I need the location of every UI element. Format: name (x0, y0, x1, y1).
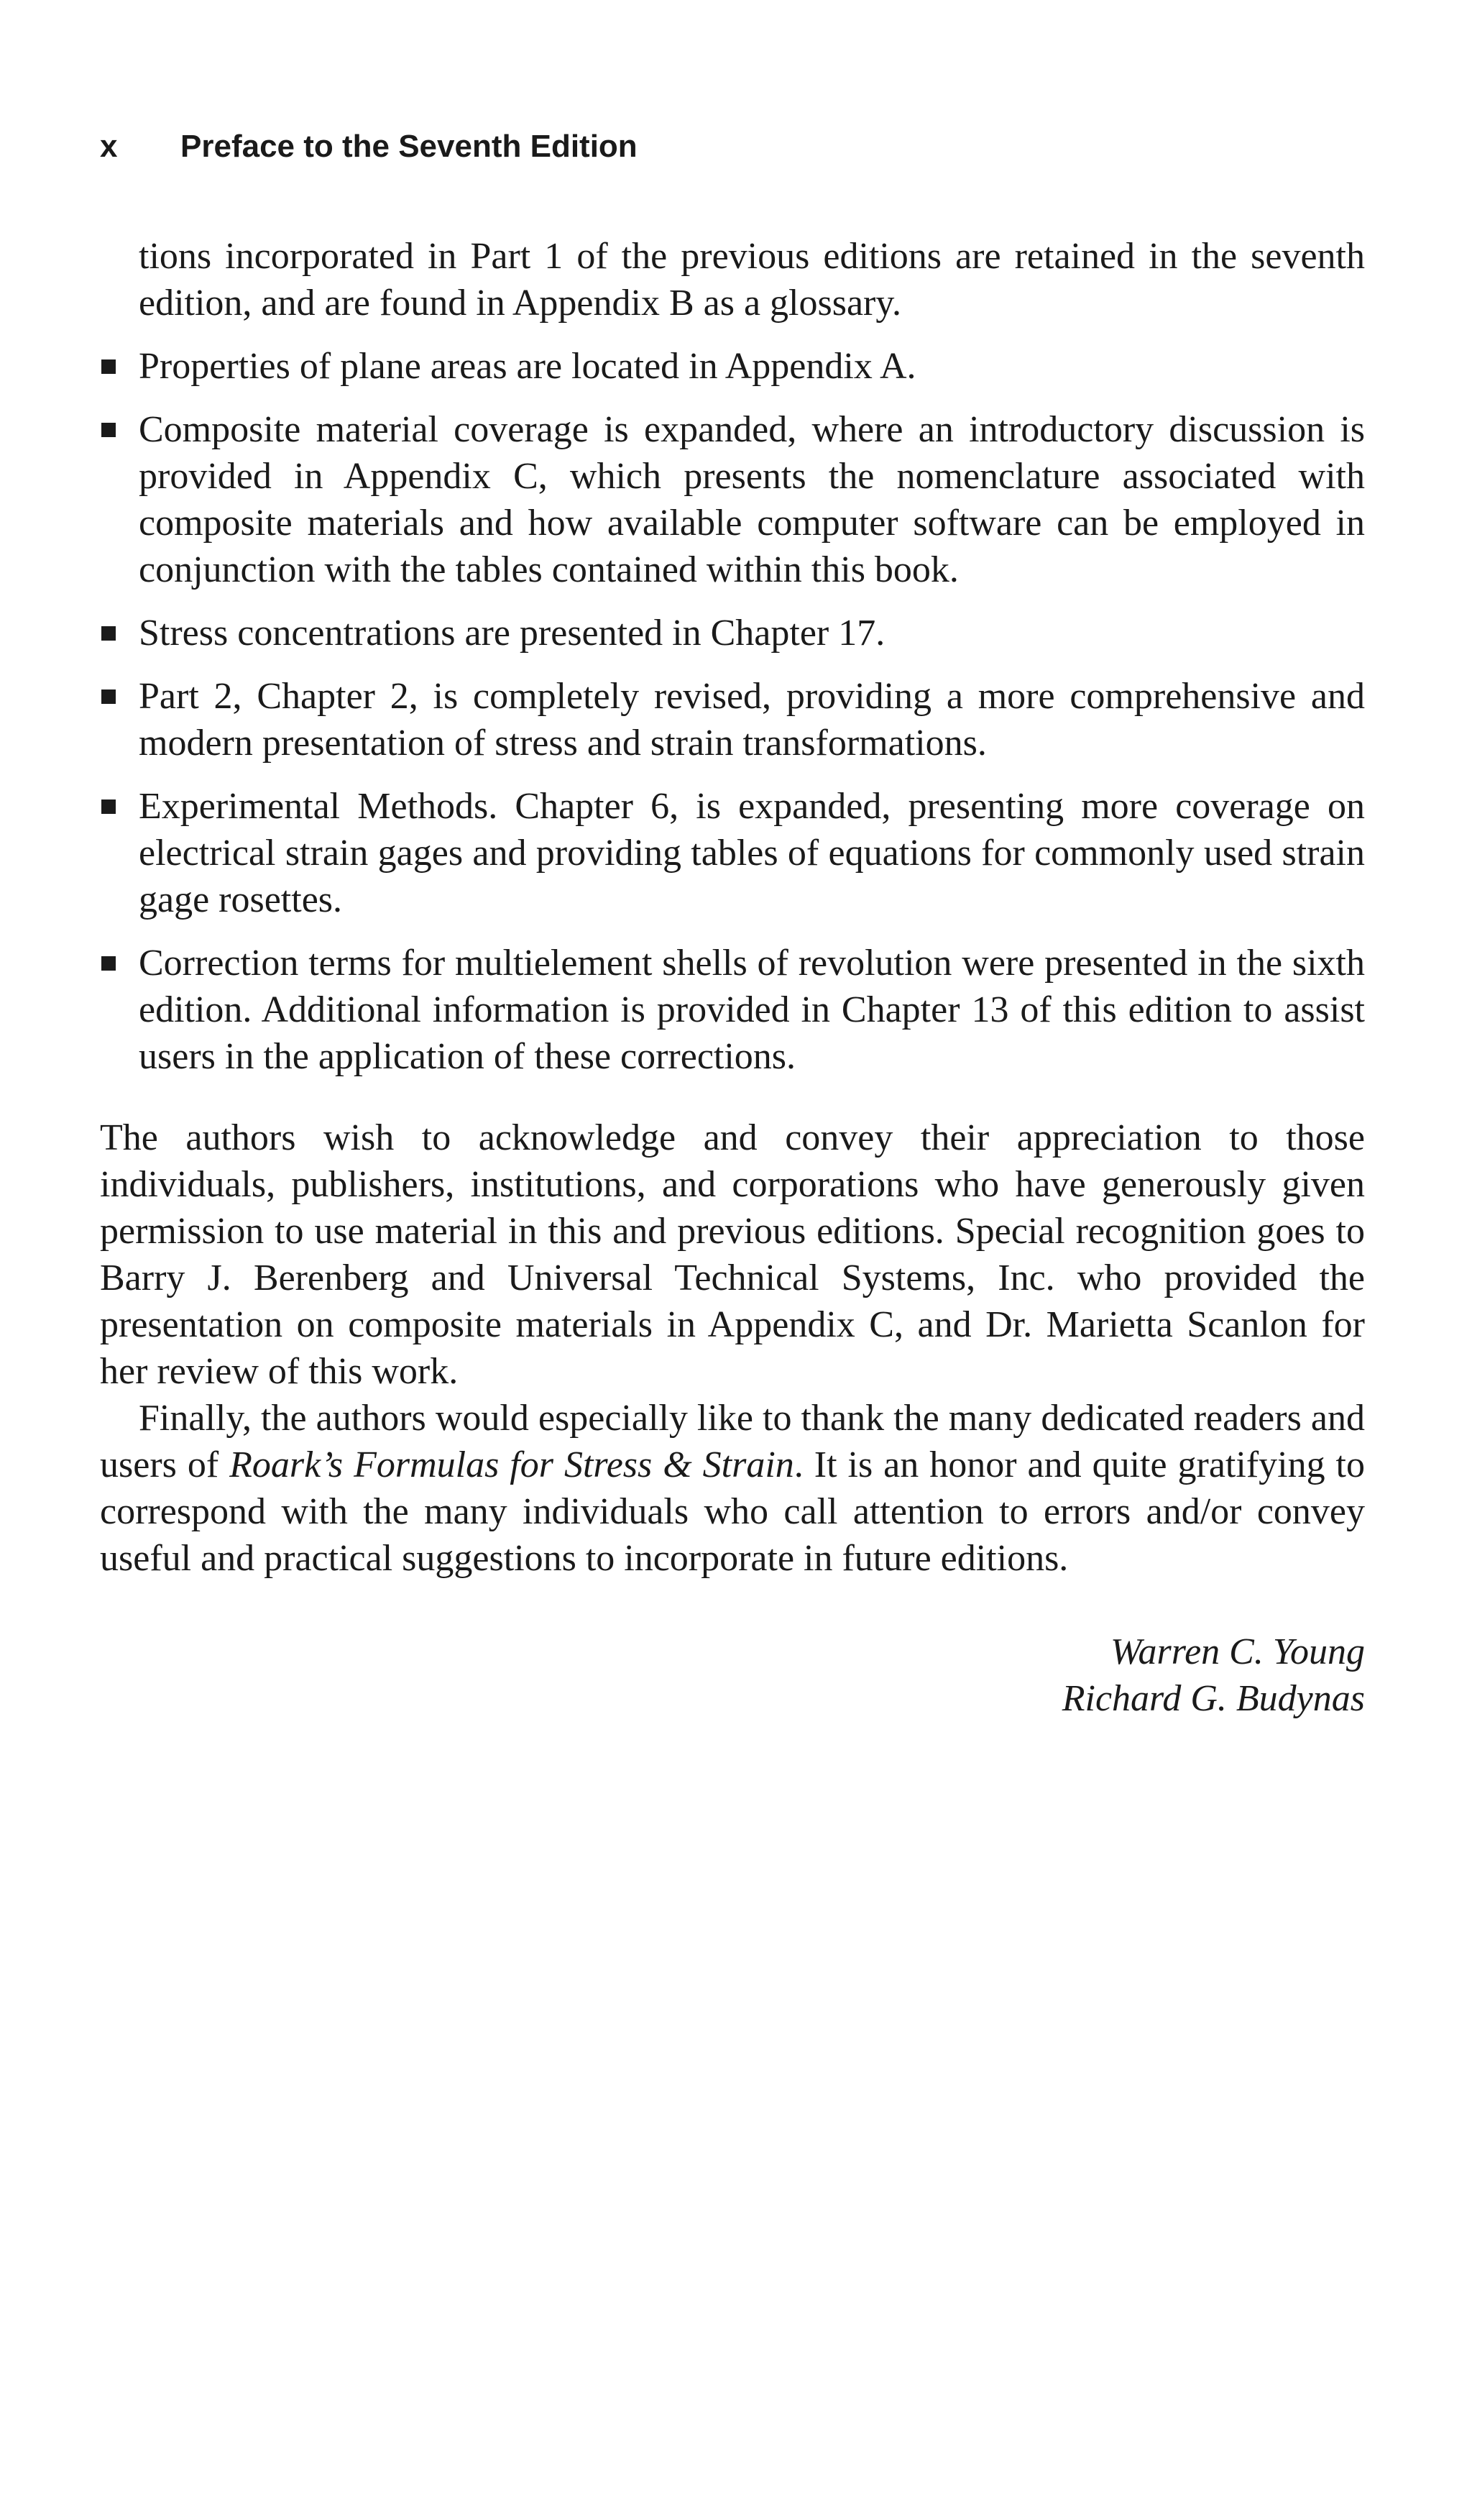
square-bullet-icon (101, 799, 116, 814)
list-item (100, 343, 1365, 390)
square-bullet-icon (101, 359, 116, 374)
running-head-title: Preface to the Seventh Edition (180, 129, 638, 164)
square-bullet-icon (101, 689, 116, 704)
list-item-text: Experimental Methods. Chapter 6, is expanded, presenting more coverage on electrical strain gages and providing tables of equations for commonly used strain gage rosettes. (139, 786, 1365, 920)
page-body (100, 233, 1365, 1722)
author-name: Warren C. Young (1110, 1631, 1365, 1672)
book-title: Roark’s Formulas for Stress & Strain (229, 1444, 794, 1485)
list-item-text: Stress concentrations are presented in Chapter 17. (139, 613, 886, 654)
closing-text-start: Finally, the authors would especially like to thank the many dedicated readers and users of (100, 1398, 1365, 1485)
continued-list-item: tions incorporated in Part 1 of the previous editions are retained in the seventh edition, and are found in Appendix B as a glossary. (139, 236, 1365, 324)
list-item (100, 940, 1365, 1080)
list-item-text: Properties of plane areas are located in Appendix A. (139, 346, 916, 387)
square-bullet-icon (101, 956, 116, 971)
closing-paragraph (100, 1395, 1365, 1582)
running-head (100, 127, 638, 167)
page-number: x (100, 129, 118, 164)
list-item-text: Composite material coverage is expanded, where an introductory discussion is provided in Appendix C, which presents the nomenclature associated with composite materials and how available computer software can be employed in conjunction with the tables contained within this book. (139, 409, 1365, 590)
square-bullet-icon (101, 423, 116, 437)
closing-text-end: . It is an honor and quite gratifying to correspond with the many individuals who call attention to errors and/or convey useful and practical suggestions to incorporate in future editions. (100, 1444, 1366, 1579)
author-signature (100, 1628, 1365, 1722)
acknowledgment-paragraph: The authors wish to acknowledge and convey their appreciation to those individuals, publishers, institutions, and corporations who have generously given permission to use material in this and previous editions. Special recognition goes to Barry J. Berenberg and Universal Technical Systems, Inc. who provided the presentation on composite materials in Appendix C, and Dr. Marietta Scanlon for her review of this work. (100, 1117, 1365, 1392)
list-item-text: Correction terms for multielement shells of revolution were presented in the sixth edition. Additional information is provided in Chapter 13 of this edition to assist users in the application of these corrections. (139, 943, 1365, 1077)
change-list (100, 343, 1365, 1080)
list-item-text: Part 2, Chapter 2, is completely revised, providing a more comprehensive and modern presentation of stress and strain transformations. (139, 676, 1365, 764)
list-item (100, 610, 1365, 656)
list-item (100, 406, 1365, 593)
list-item (100, 783, 1365, 923)
square-bullet-icon (101, 626, 116, 641)
author-name: Richard G. Budynas (1062, 1678, 1365, 1719)
list-item (100, 673, 1365, 766)
